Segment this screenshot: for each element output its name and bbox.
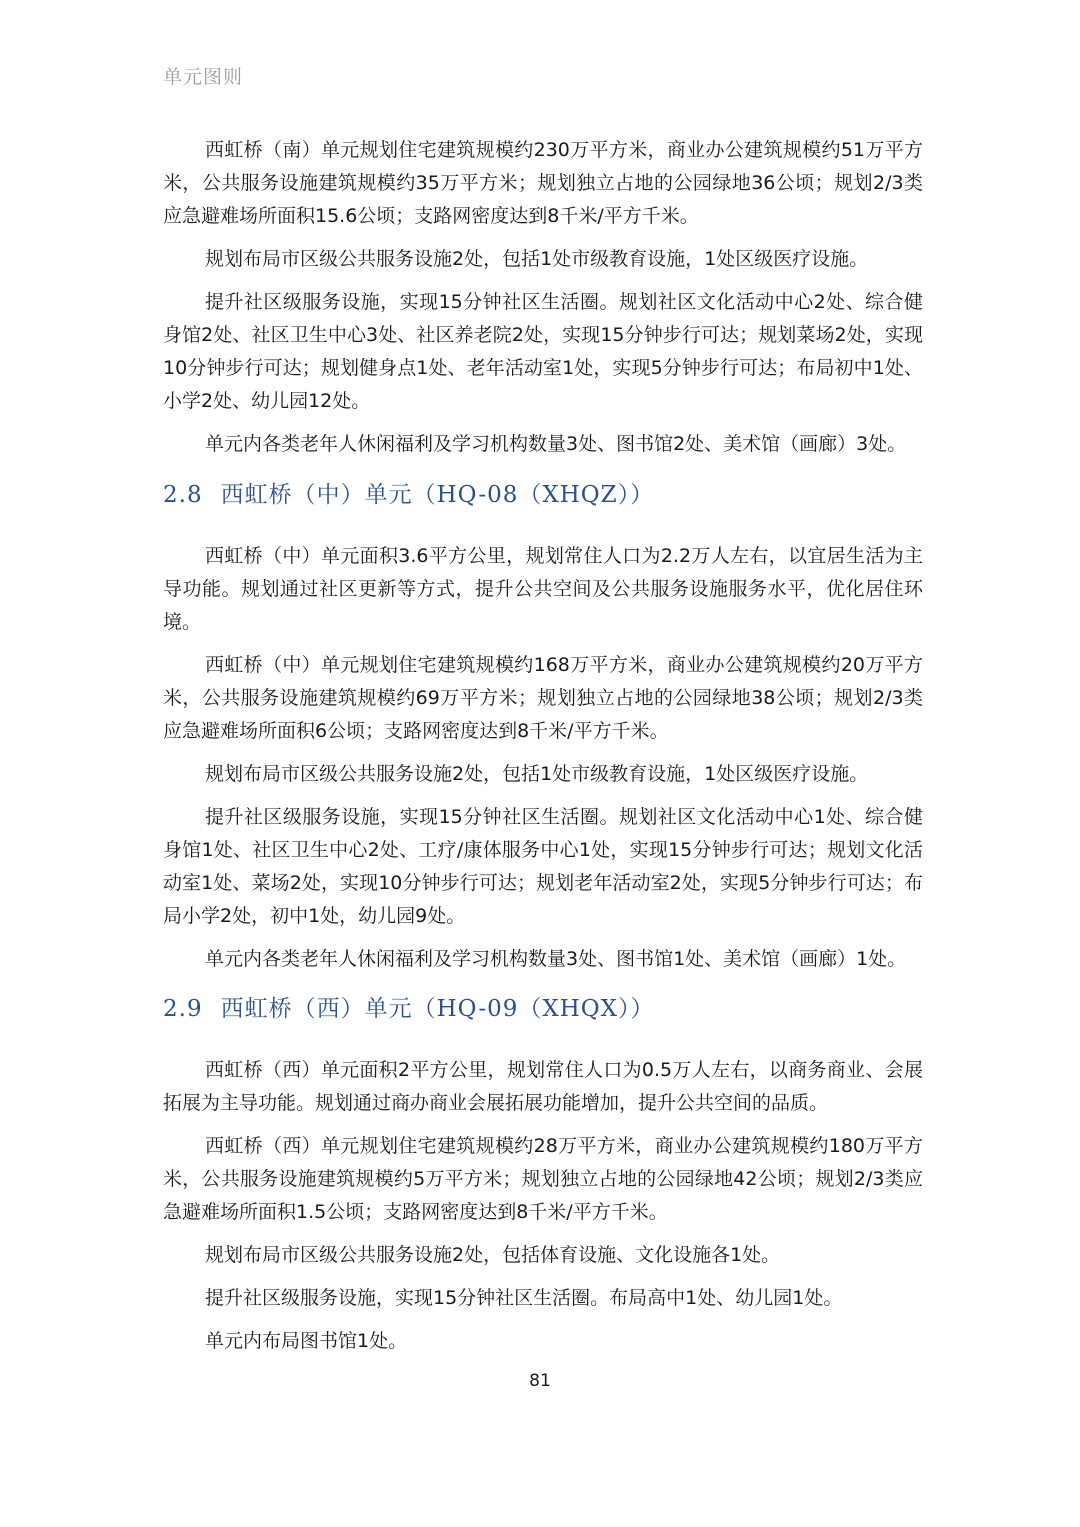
paragraph: 西虹桥（中）单元面积3.6平方公里，规划常住人口为2.2万人左右，以宜居生活为主导功能。规划通过社区更新等方式，提升公共空间及公共服务设施服务水平，优化居住环境。 xyxy=(163,545,923,633)
running-header: 单元图则 xyxy=(163,66,244,88)
section-prev-body xyxy=(163,134,923,461)
paragraph: 西虹桥（西）单元规划住宅建筑规模约28万平方米，商业办公建筑规模约180万平方米，公共服务设施建筑规模约5万平方米；规划独立占地的公园绿地42公顷；规划2/3类应急避难场所面积1.5公顷；支路网密度达到8千米/平方千米。 xyxy=(163,1135,923,1223)
section-heading-2-9 xyxy=(163,990,655,1023)
section-title: 西虹桥（中）单元（HQ-08（XHQZ）） xyxy=(220,482,655,508)
paragraph: 提升社区级服务设施，实现15分钟社区生活圈。规划社区文化活动中心2处、综合健身馆2处、社区卫生中心3处、社区养老院2处，实现15分钟步行可达；规划菜场2处，实现10分钟步行可达；规划健身点1处、老年活动室1处，实现5分钟步行可达；布局初中1处、小学2处、幼儿园12处。 xyxy=(163,291,923,412)
paragraph: 规划布局市区级公共服务设施2处，包括体育设施、文化设施各1处。 xyxy=(205,1244,781,1266)
section-2-9-body xyxy=(163,1054,923,1358)
section-heading-2-8 xyxy=(163,476,654,509)
page-number: 81 xyxy=(529,1371,551,1391)
paragraph: 提升社区级服务设施，实现15分钟社区生活圈。规划社区文化活动中心1处、综合健身馆1处、社区卫生中心2处、工疗/康体服务中心1处，实现15分钟步行可达；规划文化活动室1处、菜场2处，实现10分钟步行可达；规划老年活动室2处，实现5分钟步行可达；布局小学2处，初中1处，幼儿园9处。 xyxy=(163,806,923,927)
paragraph: 单元内布局图书馆1处。 xyxy=(205,1330,408,1352)
paragraph: 单元内各类老年人休闲福利及学习机构数量3处、图书馆2处、美术馆（画廊）3处。 xyxy=(205,433,907,455)
paragraph: 西虹桥（中）单元规划住宅建筑规模约168万平方米，商业办公建筑规模约20万平方米，公共服务设施建筑规模约69万平方米；规划独立占地的公园绿地38公顷；规划2/3类应急避难场所面积6公顷；支路网密度达到8千米/平方千米。 xyxy=(163,654,923,742)
paragraph: 规划布局市区级公共服务设施2处，包括1处市级教育设施，1处区级医疗设施。 xyxy=(205,763,869,785)
section-number: 2.9 xyxy=(163,996,203,1022)
paragraph: 西虹桥（南）单元规划住宅建筑规模约230万平方米，商业办公建筑规模约51万平方米，公共服务设施建筑规模约35万平方米；规划独立占地的公园绿地36公顷；规划2/3类应急避难场所面积15.6公顷；支路网密度达到8千米/平方千米。 xyxy=(163,139,923,227)
paragraph: 单元内各类老年人休闲福利及学习机构数量3处、图书馆1处、美术馆（画廊）1处。 xyxy=(205,948,907,970)
paragraph: 西虹桥（西）单元面积2平方公里，规划常住人口为0.5万人左右，以商务商业、会展拓展为主导功能。规划通过商办商业会展拓展功能增加，提升公共空间的品质。 xyxy=(163,1059,923,1114)
section-title: 西虹桥（西）单元（HQ-09（XHQX）） xyxy=(220,996,655,1022)
section-2-8-body xyxy=(163,540,923,976)
section-number: 2.8 xyxy=(163,482,203,508)
paragraph: 规划布局市区级公共服务设施2处，包括1处市级教育设施，1处区级医疗设施。 xyxy=(205,248,869,270)
paragraph: 提升社区级服务设施，实现15分钟社区生活圈。布局高中1处、幼儿园1处。 xyxy=(205,1287,843,1309)
